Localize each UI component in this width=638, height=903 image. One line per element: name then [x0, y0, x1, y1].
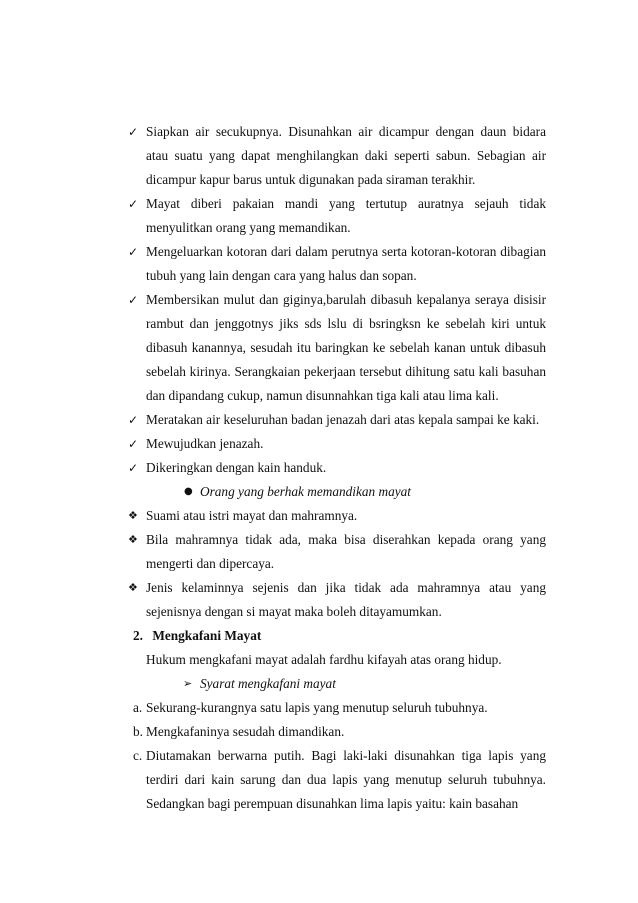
diamond-item-3	[128, 576, 546, 624]
diamond-icon: ❖	[128, 509, 138, 522]
check-item-text: Siapkan air secukupnya. Disunahkan air dicampur dengan daun bidara atau suatu yang dapat menghilangkan daki seperti sabun. Sebagian air dicampur kapur barus untuk digunakan pada siraman terakhir.	[146, 124, 546, 188]
check-icon: ✓	[128, 197, 139, 211]
diamond-item-text: Suami atau istri mayat dan mahramnya.	[146, 508, 358, 523]
check-icon: ✓	[128, 461, 139, 475]
subheading-who-bathes: Orang yang berhak memandikan mayat	[200, 484, 411, 499]
check-item-text: Mewujudkan jenazah.	[146, 436, 264, 451]
diamond-item-text: Bila mahramnya tidak ada, maka bisa diserahkan kepada orang yang mengerti dan dipercaya.	[146, 532, 546, 572]
diamond-item-2	[128, 528, 546, 576]
list-item-b: Mengkafaninya sesudah dimandikan.	[146, 724, 345, 739]
list-item-a: Sekurang-kurangnya satu lapis yang menutup seluruh tubuhnya.	[146, 700, 488, 715]
check-item-text: Mengeluarkan kotoran dari dalam perutnya serta kotoran-kotoran dibagian tubuh yang lain dengan cara yang halus dan sopan.	[146, 244, 546, 284]
check-item-text: Mayat diberi pakaian mandi yang tertutup auratnya sejauh tidak menyulitkan orang yang memandikan.	[146, 196, 546, 236]
check-icon: ✓	[128, 293, 139, 307]
check-item-text: Membersikan mulut dan giginya,barulah dibasuh kepalanya seraya disisir rambut dan jenggotnys jiks sds lslu di bsringksn ke sebelah kiri untuk dibasuh kanannya, sesudah itu baringkan ke sebelah kanan untuk dibasuh sebelah kirinya. Serangkaian pekerjaan tersebut dihitung satu kali basuhan dan dipandang cukup, namun disunnahkan tiga kali atau lima kali.	[146, 292, 546, 404]
list-label-b: b.	[133, 724, 143, 739]
check-item-1	[128, 120, 546, 192]
diamond-icon: ❖	[128, 533, 138, 546]
subheading-requirements: Syarat mengkafani mayat	[200, 676, 336, 691]
arrow-icon: ➢	[183, 677, 193, 690]
list-label-c: c.	[133, 748, 143, 763]
list-item-c: Diutamakan berwarna putih. Bagi laki-laki disunahkan tiga lapis yang terdiri dari kain sarung dan dua lapis yang menutup seluruh tubuhnya. Sedangkan bagi perempuan disunahkan lima lapis yaitu: kain basahan	[146, 748, 546, 811]
check-item-7	[128, 456, 546, 480]
check-item-6	[128, 432, 546, 456]
check-icon: ✓	[128, 413, 139, 427]
check-item-5	[128, 408, 546, 432]
section-heading	[133, 624, 261, 648]
diamond-item-1	[128, 504, 546, 528]
check-item-text: Meratakan air keseluruhan badan jenazah dari atas kepala sampai ke kaki.	[146, 412, 540, 427]
bullet-icon: ●	[184, 486, 193, 497]
section-title: Mengkafani Mayat	[152, 628, 262, 643]
list-label-a: a.	[133, 700, 143, 715]
check-item-text: Dikeringkan dengan kain handuk.	[146, 460, 327, 475]
check-icon: ✓	[128, 437, 139, 451]
check-item-3	[128, 240, 546, 288]
section-intro: Hukum mengkafani mayat adalah fardhu kifayah atas orang hidup.	[146, 652, 502, 667]
diamond-item-text: Jenis kelaminnya sejenis dan jika tidak ada mahramnya atau yang sejenisnya dengan si mayat maka boleh ditayamumkan.	[146, 580, 546, 620]
check-icon: ✓	[128, 125, 139, 139]
check-item-2	[128, 192, 546, 240]
diamond-icon: ❖	[128, 581, 138, 594]
check-item-4	[128, 288, 546, 408]
section-number: 2.	[133, 628, 143, 643]
check-icon: ✓	[128, 245, 139, 259]
